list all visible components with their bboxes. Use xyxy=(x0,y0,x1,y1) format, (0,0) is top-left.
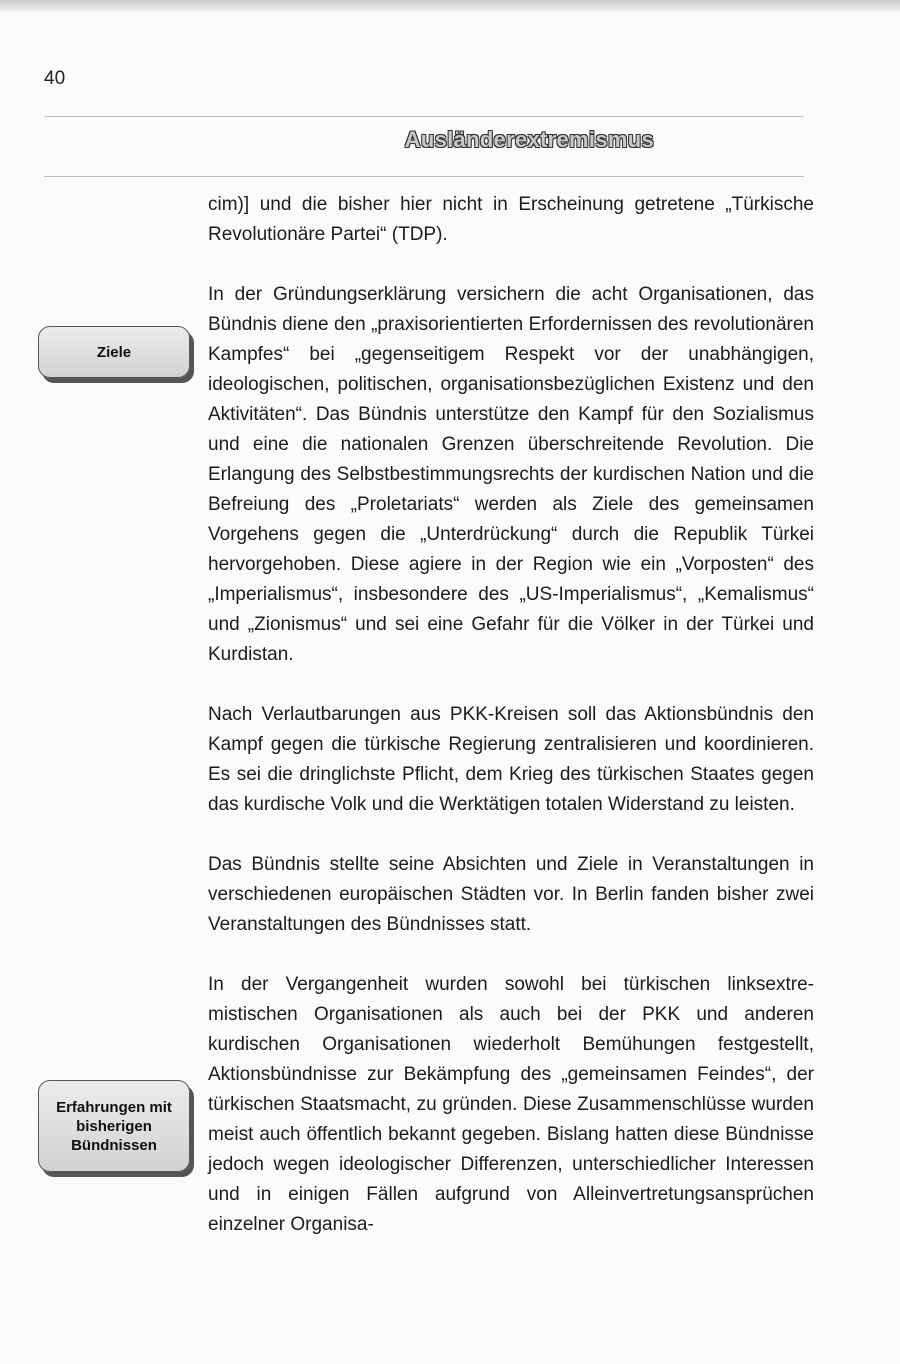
page-number: 40 xyxy=(44,68,66,89)
header-rule-top xyxy=(44,116,804,117)
margin-note-label: Ziele xyxy=(96,343,132,361)
paragraph: Das Bündnis stellte seine Absichten und Ziele in Veranstaltungen in verschiedenen europäischen Städten vor. In Berlin fanden bisher zwei Veranstaltungen des Bündnisses statt. xyxy=(208,854,814,935)
scan-top-edge xyxy=(0,0,900,12)
body-text xyxy=(208,190,814,1270)
paragraph: In der Gründungserklärung versichern die acht Organisationen, das Bündnis diene den „praxisorientierten Erfordernissen des revolutionären Kampfes“ bei „gegenseitigem Respekt vor der unabhängigen, ideologischen, politischen, organisationsbezüglichen Existenz und den Aktivitäten“. Das Bündnis unterstütze den Kampf für den Sozialismus und eine die nationalen Grenzen überschreitende Revolution. Die Erlangung des Selbstbestimmungsrechts der kurdischen Nation und die Befreiung des „Proletariats“ werden als Ziele des gemeinsamen Vorgehens gegen die „Unterdrückung“ durch die Republik Türkei hervorgehoben. Diese agiere in der Region wie ein „Vorposten“ des „Imperialismus“, insbesondere des „US-Imperialismus“, „Kemalismus“ und „Zionismus“ und sei eine Gefahr für die Völker in der Türkei und Kurdistan. xyxy=(208,284,814,665)
margin-note-ziele xyxy=(38,326,190,378)
header-rule-bottom xyxy=(44,176,804,177)
section-header: Ausländerextremismus xyxy=(404,127,654,152)
paragraph: Nach Verlautbarungen aus PKK-Kreisen soll das Aktionsbündnis den Kampf gegen die türkische Regierung zentralisieren und koordinieren. Es sei die dringlichste Pflicht, dem Krieg des türkischen Staates gegen das kurdische Volk und die Werktätigen totalen Widerstand zu leisten. xyxy=(208,704,814,815)
margin-note-erfahrungen xyxy=(38,1080,190,1172)
paragraph: In der Vergangenheit wurden sowohl bei türkischen linksextremistischen Organisationen als auch bei der PKK und anderen kurdischen Organisationen wiederholt Bemühungen festgestellt, Aktionsbündnisse zur Bekämpfung des „gemeinsamen Feindes“, der türkischen Staatsmacht, zu gründen. Diese Zusammenschlüsse wurden meist auch öffentlich bekannt gegeben. Bislang hatten diese Bündnisse jedoch wegen ideologischer Differenzen, unterschiedlicher Interessen und in einigen Fällen aufgrund von Alleinvertretungsansprüchen einzelner Organisa- xyxy=(208,974,814,1235)
margin-note-label: Erfahrungen mit bisherigen Bündnissen xyxy=(56,1098,172,1154)
paragraph: cim)] und die bisher hier nicht in Erscheinung getretene „Türkische Revolutionäre Partei“ (TDP). xyxy=(208,194,814,245)
